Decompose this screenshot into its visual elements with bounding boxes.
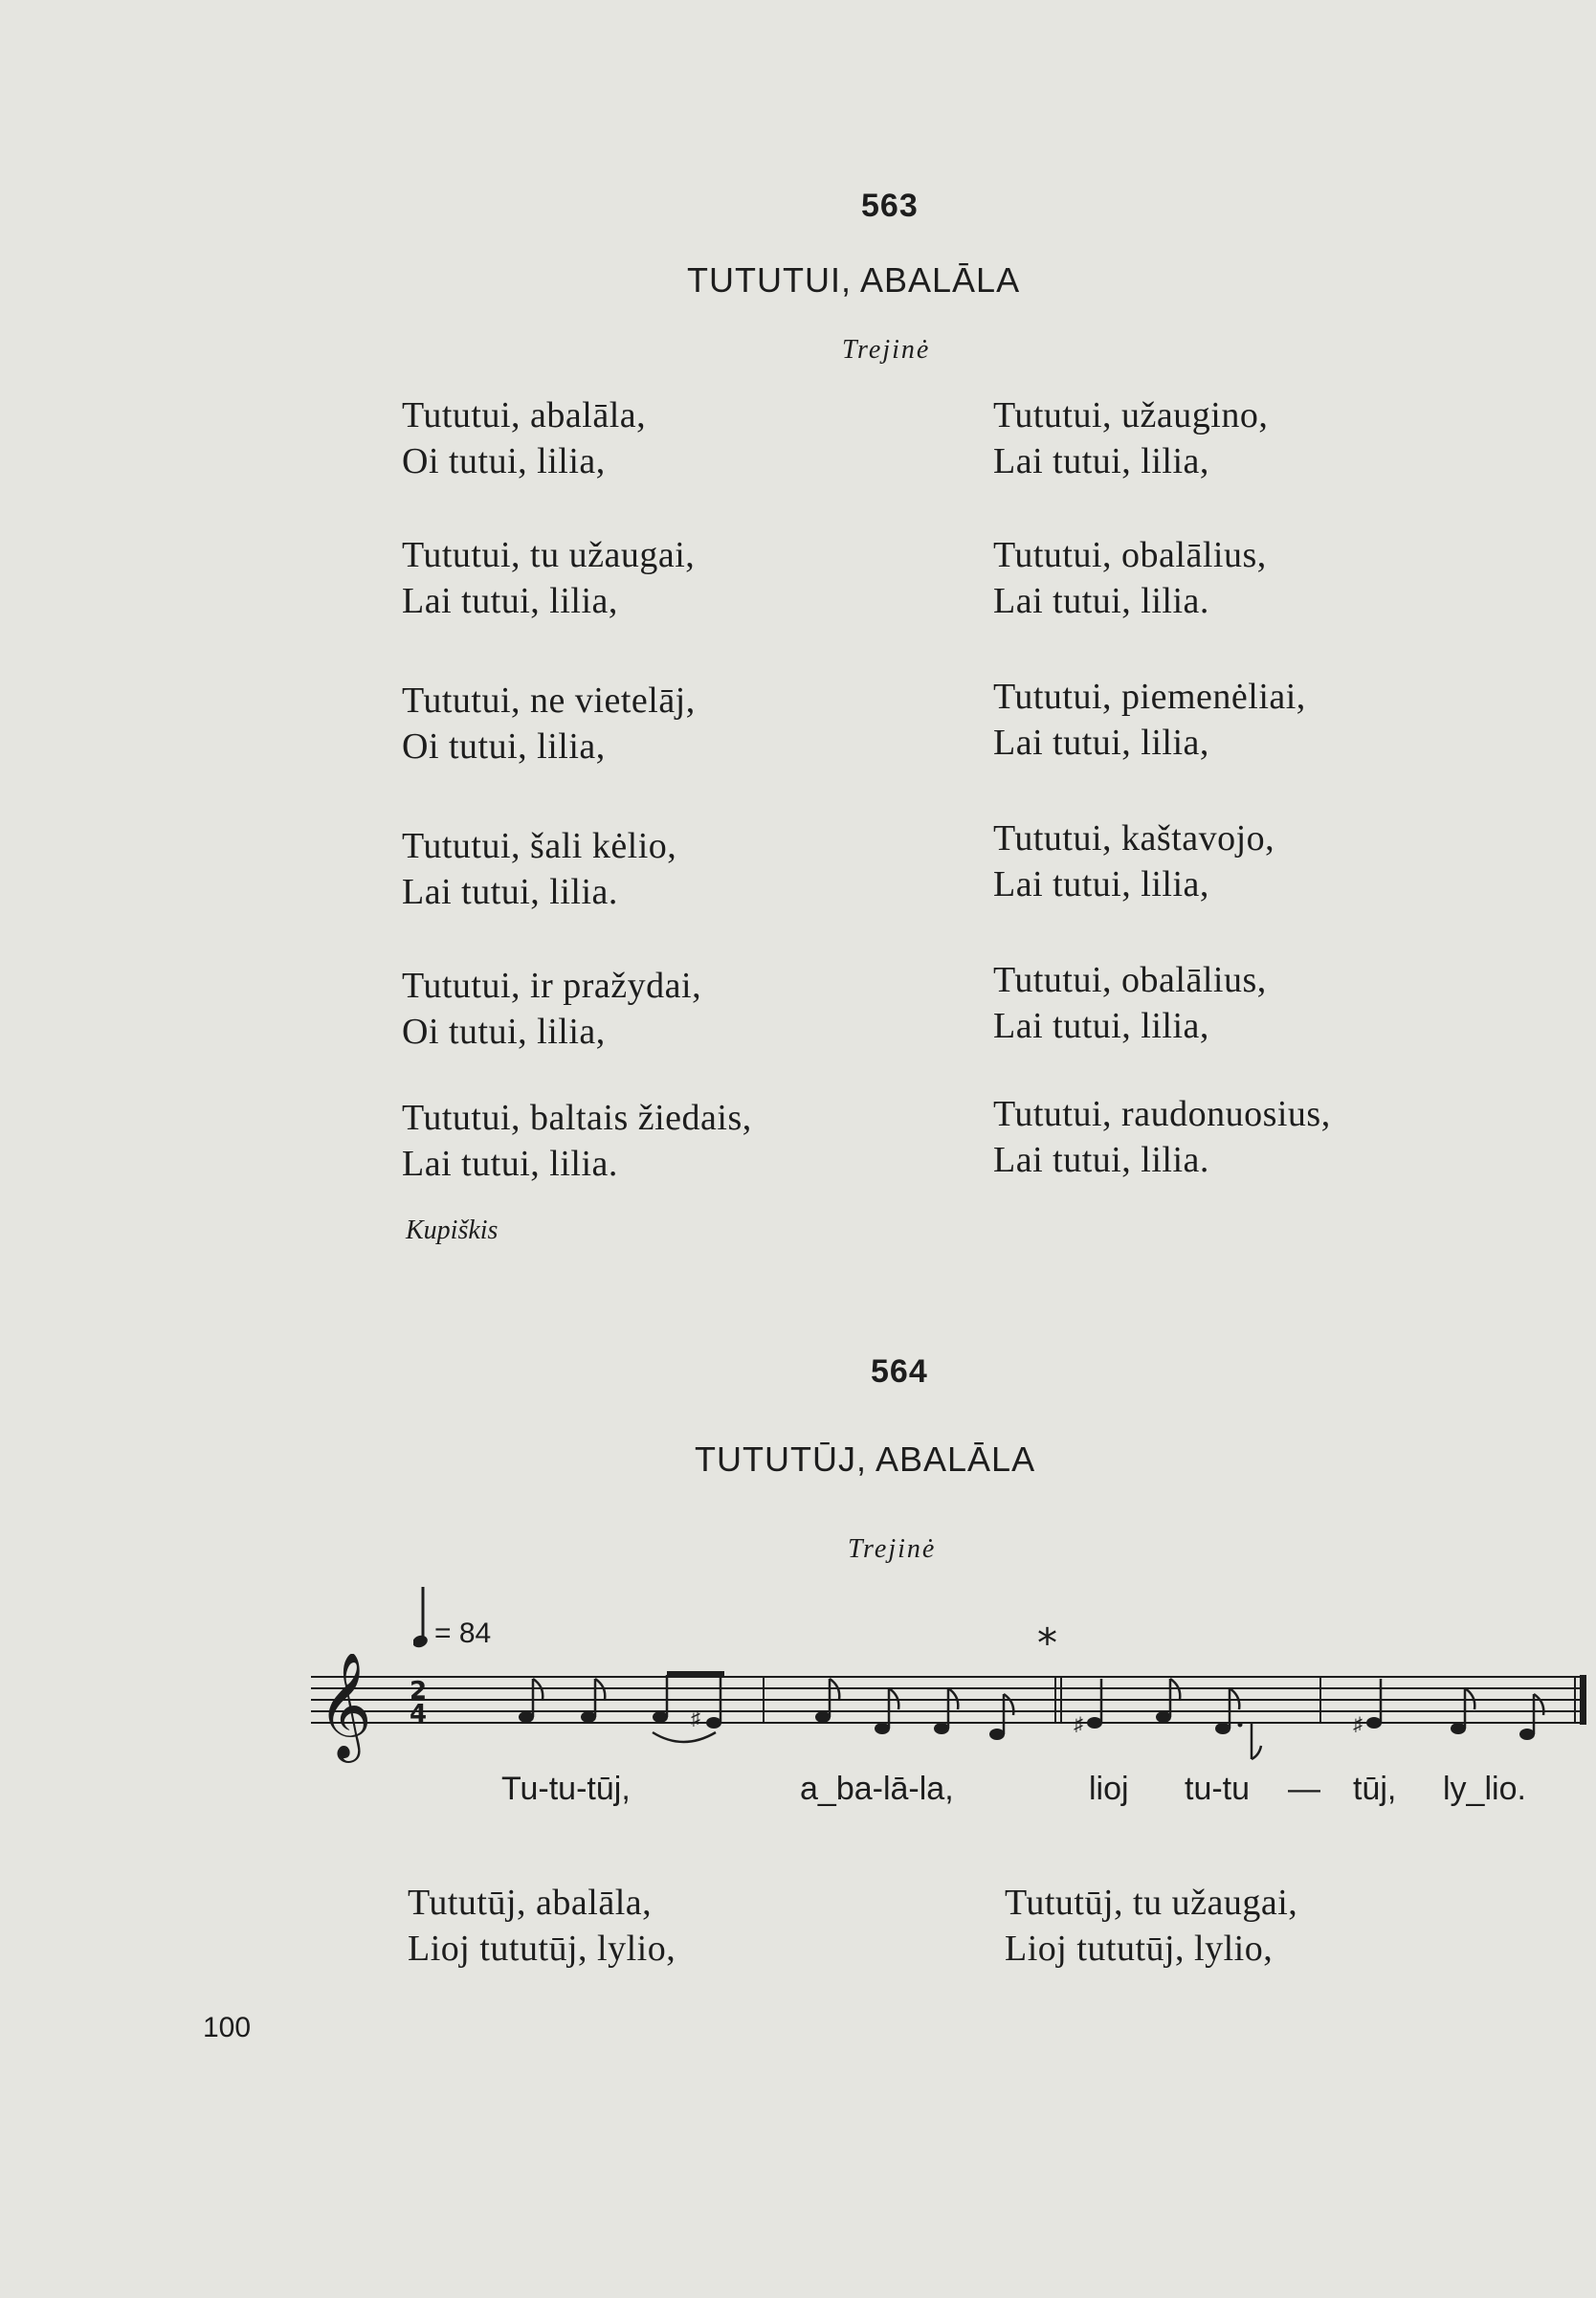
- note-13: [1353, 1679, 1382, 1735]
- lyric-5: —: [1288, 1771, 1320, 1807]
- barline-final-thick: [1580, 1675, 1586, 1725]
- stanza-563-right-1: Tututui, užaugino, Lai tutui, lilia,: [993, 395, 1269, 481]
- song-563-title: TUTUTUI, ABALĀLA: [687, 260, 1021, 300]
- song-564-subtitle: Trejinė: [848, 1534, 937, 1564]
- treble-clef-icon: 𝄞: [318, 1654, 372, 1758]
- music-staff: [297, 1654, 1596, 1788]
- stanza-563-left-1: Tututui, abalāla, Oi tutui, lilia,: [402, 395, 647, 481]
- svg-text:♯: ♯: [1353, 1714, 1363, 1735]
- song-563-subtitle: Trejinė: [842, 335, 931, 365]
- note-9: [1074, 1679, 1102, 1735]
- song-564-number: 564: [871, 1353, 928, 1390]
- song-564-title: TUTUTŪJ, ABALĀLA: [695, 1439, 1036, 1479]
- note-12: [1252, 1723, 1261, 1759]
- stanza-563-right-4: Tututui, kaštavojo, Lai tutui, lilia,: [993, 818, 1275, 904]
- stanza-563-left-4: Tututui, šali kėlio, Lai tutui, lilia.: [402, 826, 677, 912]
- stanza-563-right-6: Tututui, raudonuosius, Lai tutui, lilia.: [993, 1094, 1331, 1180]
- svg-text:♯: ♯: [1074, 1714, 1083, 1735]
- lyric-6: tūj,: [1353, 1771, 1397, 1807]
- place-name: Kupiškis: [406, 1216, 499, 1245]
- stanza-564-right-1: Tututūj, tu užaugai, Lioj tututūj, lylio,: [1005, 1883, 1298, 1969]
- note-15: [1519, 1694, 1543, 1740]
- time-signature-top: 2: [410, 1677, 428, 1706]
- time-signature-bottom: 4: [410, 1700, 428, 1729]
- stanza-563-left-3: Tututui, ne vietelāj, Oi tutui, lilia,: [402, 680, 696, 767]
- tempo-value: = 84: [434, 1618, 492, 1649]
- stanza-563-right-5: Tututui, obalālius, Lai tutui, lilia,: [993, 960, 1267, 1046]
- tie-1: [653, 1732, 716, 1742]
- stanza-563-left-2: Tututui, tu užaugai, Lai tutui, lilia,: [402, 535, 696, 621]
- lyric-1: Tu-tu-tūj,: [501, 1771, 631, 1807]
- svg-text:♯: ♯: [691, 1708, 700, 1729]
- song-563-number: 563: [861, 188, 919, 224]
- lyric-3: lioj: [1089, 1771, 1129, 1807]
- page-number: 100: [203, 2012, 252, 2043]
- lyric-7: ly_lio.: [1443, 1771, 1526, 1807]
- stanza-563-left-6: Tututui, baltais žiedais, Lai tutui, lilia.: [402, 1098, 752, 1184]
- stanza-564-left-1: Tututūj, abalāla, Lioj tututūj, lylio,: [408, 1883, 676, 1969]
- lyric-4: tu-tu: [1185, 1771, 1251, 1807]
- lyric-2: a_ba-lā-la,: [800, 1771, 954, 1807]
- note-4: [691, 1677, 721, 1729]
- tempo-marking: [413, 1581, 528, 1658]
- asterisk-mark: *: [1037, 1619, 1057, 1666]
- stanza-563-right-3: Tututui, piemenėliai, Lai tutui, lilia,: [993, 677, 1306, 763]
- note-8: [989, 1694, 1013, 1740]
- stanza-563-right-2: Tututui, obalālius, Lai tutui, lilia.: [993, 535, 1267, 621]
- beam-1: [667, 1671, 724, 1677]
- stanza-563-left-5: Tututui, ir pražydai, Oi tutui, lilia,: [402, 966, 702, 1052]
